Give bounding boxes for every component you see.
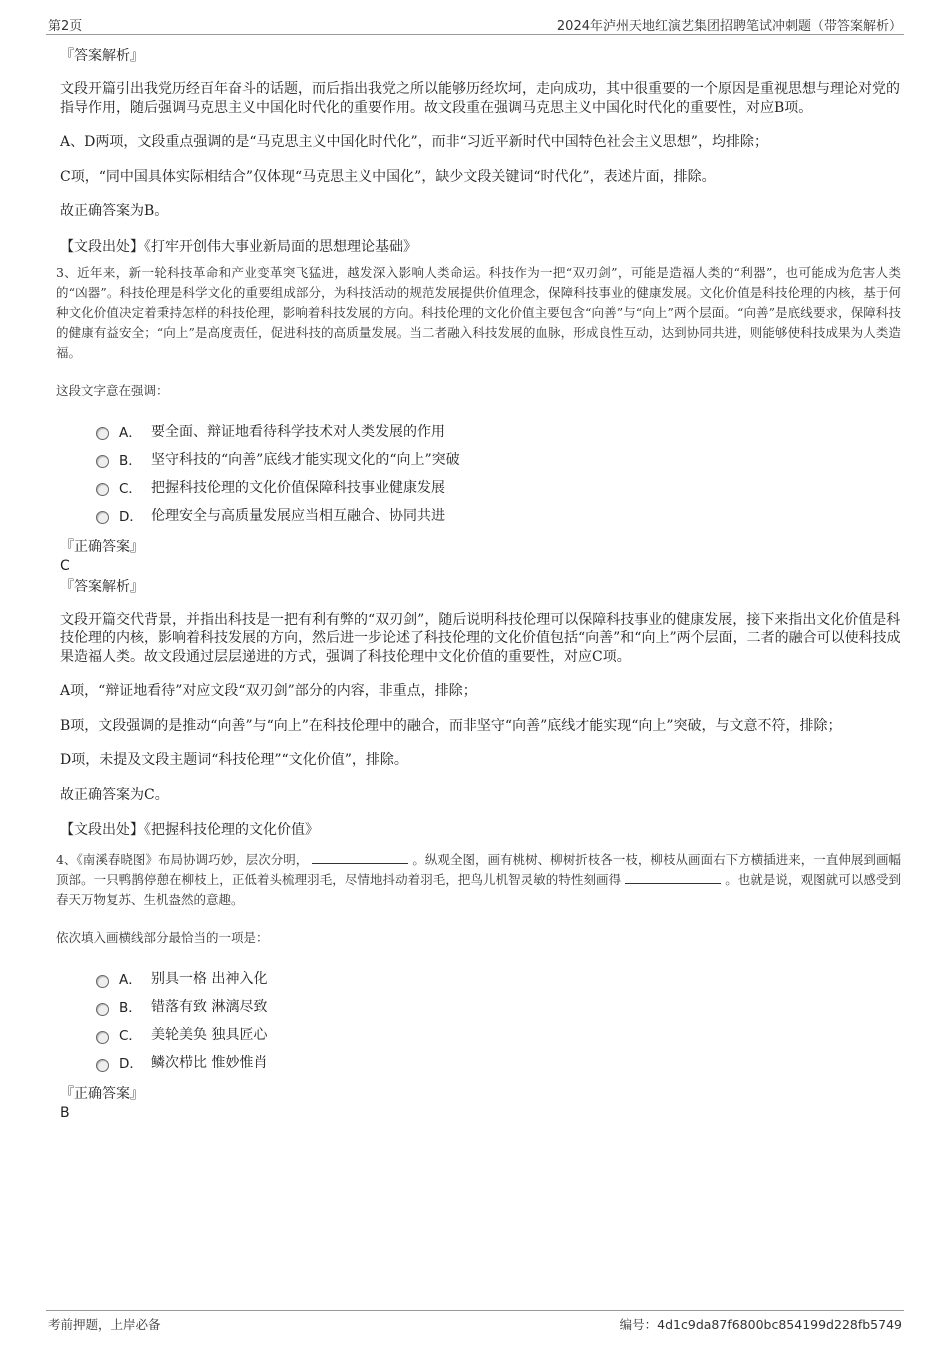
answer-analysis-label: 『答案解析』 [60, 48, 144, 64]
analysis-paragraph: 文段开篇引出我党历经百年奋斗的话题，而后指出我党之所以能够历经坎坷，走向成功，其中很重要的一个原因是重视思想与理论对党的指导作用，随后强调马克思主义中国化时代化的重要作用。故文段重在强调马克思主义中国化时代化的重要性，对应B项。 [60, 81, 900, 116]
analysis-paragraph: B项，文段强调的是推动“向善”与“向上”在科技伦理中的融合，而非坚守“向善”底线才能实现“向上”突破，与文意不符，排除； [60, 717, 842, 734]
radio-icon[interactable] [96, 1003, 109, 1016]
page-header [46, 12, 904, 35]
options-list [96, 417, 901, 529]
option-a[interactable] [96, 964, 901, 992]
option-key: B． [119, 1000, 142, 1016]
option-text: 别具一格 出神入化 [151, 971, 268, 987]
analysis-paragraph: 文段开篇交代背景，并指出科技是一把有利有弊的“双刃剑”，随后说明科技伦理可以保障科技事业的健康发展，接下来指出文化价值是科技伦理的内核，影响着科技发展的方向，然后进一步论述了科技伦理的文化价值包括“向善”和“向上”两个层面，二者的融合可以使科技成果造福人类。故文段通过层层递进的方式，强调了科技伦理中文化价值的重要性，对应C项。 [60, 611, 901, 665]
option-text: 伦理安全与高质量发展应当相互融合、协同共进 [151, 507, 445, 524]
option-key: C． [119, 480, 142, 497]
option-key: D． [119, 1056, 143, 1072]
option-key: B． [119, 452, 142, 469]
option-key: D． [119, 508, 143, 525]
radio-icon[interactable] [96, 975, 109, 988]
fill-blank [312, 851, 408, 864]
fill-blank [625, 871, 721, 884]
option-c[interactable] [96, 1020, 901, 1048]
option-b[interactable] [96, 992, 901, 1020]
radio-icon[interactable] [96, 1031, 109, 1044]
source-citation: 【文段出处】《打牢开创伟大事业新局面的思想理论基础》 [60, 238, 417, 255]
option-d[interactable] [96, 501, 901, 529]
question-prompt: 依次填入画横线部分最恰当的一项是： [56, 930, 269, 945]
option-text: 美轮美奂 独具匠心 [151, 1027, 268, 1043]
page-number: 第2页 [48, 19, 83, 34]
option-text: 错落有致 淋漓尽致 [151, 999, 268, 1015]
source-citation: 【文段出处】《把握科技伦理的文化价值》 [60, 822, 319, 838]
page-footer [46, 1310, 904, 1341]
analysis-conclusion: 故正确答案为C。 [60, 786, 169, 803]
page-content [56, 42, 901, 1122]
correct-answer: C [60, 557, 70, 574]
option-text: 鳞次栉比 惟妙惟肖 [151, 1055, 268, 1071]
analysis-paragraph: D项，未提及文段主题词“科技伦理”“文化价值”，排除。 [60, 752, 408, 768]
stem-text: 4、《南溪春晓图》布局协调巧妙，层次分明， [56, 852, 309, 867]
option-d[interactable] [96, 1048, 901, 1076]
option-key: A． [119, 972, 142, 988]
option-key: A． [119, 424, 142, 441]
option-text: 要全面、辩证地看待科学技术对人类发展的作用 [151, 423, 445, 440]
question-prompt: 这段文字意在强调： [56, 382, 169, 398]
option-c[interactable] [96, 473, 901, 501]
radio-icon[interactable] [96, 483, 109, 496]
correct-answer: B [60, 1105, 70, 1121]
footer-slogan: 考前押题，上岸必备 [48, 1317, 161, 1332]
analysis-paragraph: C项，“同中国具体实际相结合”仅体现“马克思主义中国化”，缺少文段关键词“时代化”，表述片面，排除。 [60, 168, 716, 185]
stem-text: 。纵观全图，画有桃树、柳树折枝各一枝，柳枝从画面右下方横插进来，一直伸展到画幅顶部。一只鸭鹊停憩在柳枝上，正低着头梳理羽毛，尽情地抖动着羽毛，把鸟儿机智灵敏的特性刻画得 [56, 852, 901, 887]
options-list [96, 964, 901, 1076]
analysis-conclusion: 故正确答案为B。 [60, 203, 169, 219]
question-stem [56, 850, 901, 910]
option-b[interactable] [96, 445, 901, 473]
analysis-paragraph: A、D两项，文段重点强调的是“马克思主义中国化时代化”，而非“习近平新时代中国特色社会主义思想”，均排除； [60, 134, 768, 150]
option-text: 坚守科技的“向善”底线才能实现文化的“向上”突破 [151, 451, 460, 468]
radio-icon[interactable] [96, 427, 109, 440]
option-text: 把握科技伦理的文化价值保障科技事业健康发展 [151, 479, 445, 496]
document-code: 编号：4d1c9da87f6800bc854199d228fb5749 [619, 1317, 902, 1332]
radio-icon[interactable] [96, 1059, 109, 1072]
option-key: C． [119, 1028, 142, 1044]
answer-analysis-label: 『答案解析』 [60, 578, 144, 595]
question-stem: 3、近年来，新一轮科技革命和产业变革突飞猛进，越发深入影响人类命运。科技作为一把“双刃剑”，可能是造福人类的“利器”，也可能成为危害人类的“凶器”。科技伦理是科学文化的重要组成部分，为科技活动的规范发展提供价值理念，保障科技事业的健康发展。文化价值是科技伦理的内核，基于何种文化价值决定着秉持怎样的科技伦理，影响着科技发展的方向。科技伦理的文化价值主要包含“向善”与“向上”两个层面。“向善”是底线要求，保障科技的健康有益安全；“向上”是高度责任，促进科技的高质量发展。当二者融入科技发展的血脉，形成良性互动，达到协同共进，则能够使科技成果为人类造福。 [56, 264, 901, 360]
correct-answer-label: 『正确答案』 [60, 1086, 144, 1102]
analysis-paragraph: A项，“辩证地看待”对应文段“双刃剑”部分的内容，非重点，排除； [60, 683, 477, 699]
document-title: 2024年泸州天地红演艺集团招聘笔试冲刺题（带答案解析） [556, 19, 902, 34]
correct-answer-label: 『正确答案』 [60, 538, 144, 555]
radio-icon[interactable] [96, 455, 109, 468]
radio-icon[interactable] [96, 511, 109, 524]
stem-text: 。也就是说，观图就可以感受到春天万物复苏、生机盎然的意趣。 [56, 872, 901, 907]
option-a[interactable] [96, 417, 901, 445]
